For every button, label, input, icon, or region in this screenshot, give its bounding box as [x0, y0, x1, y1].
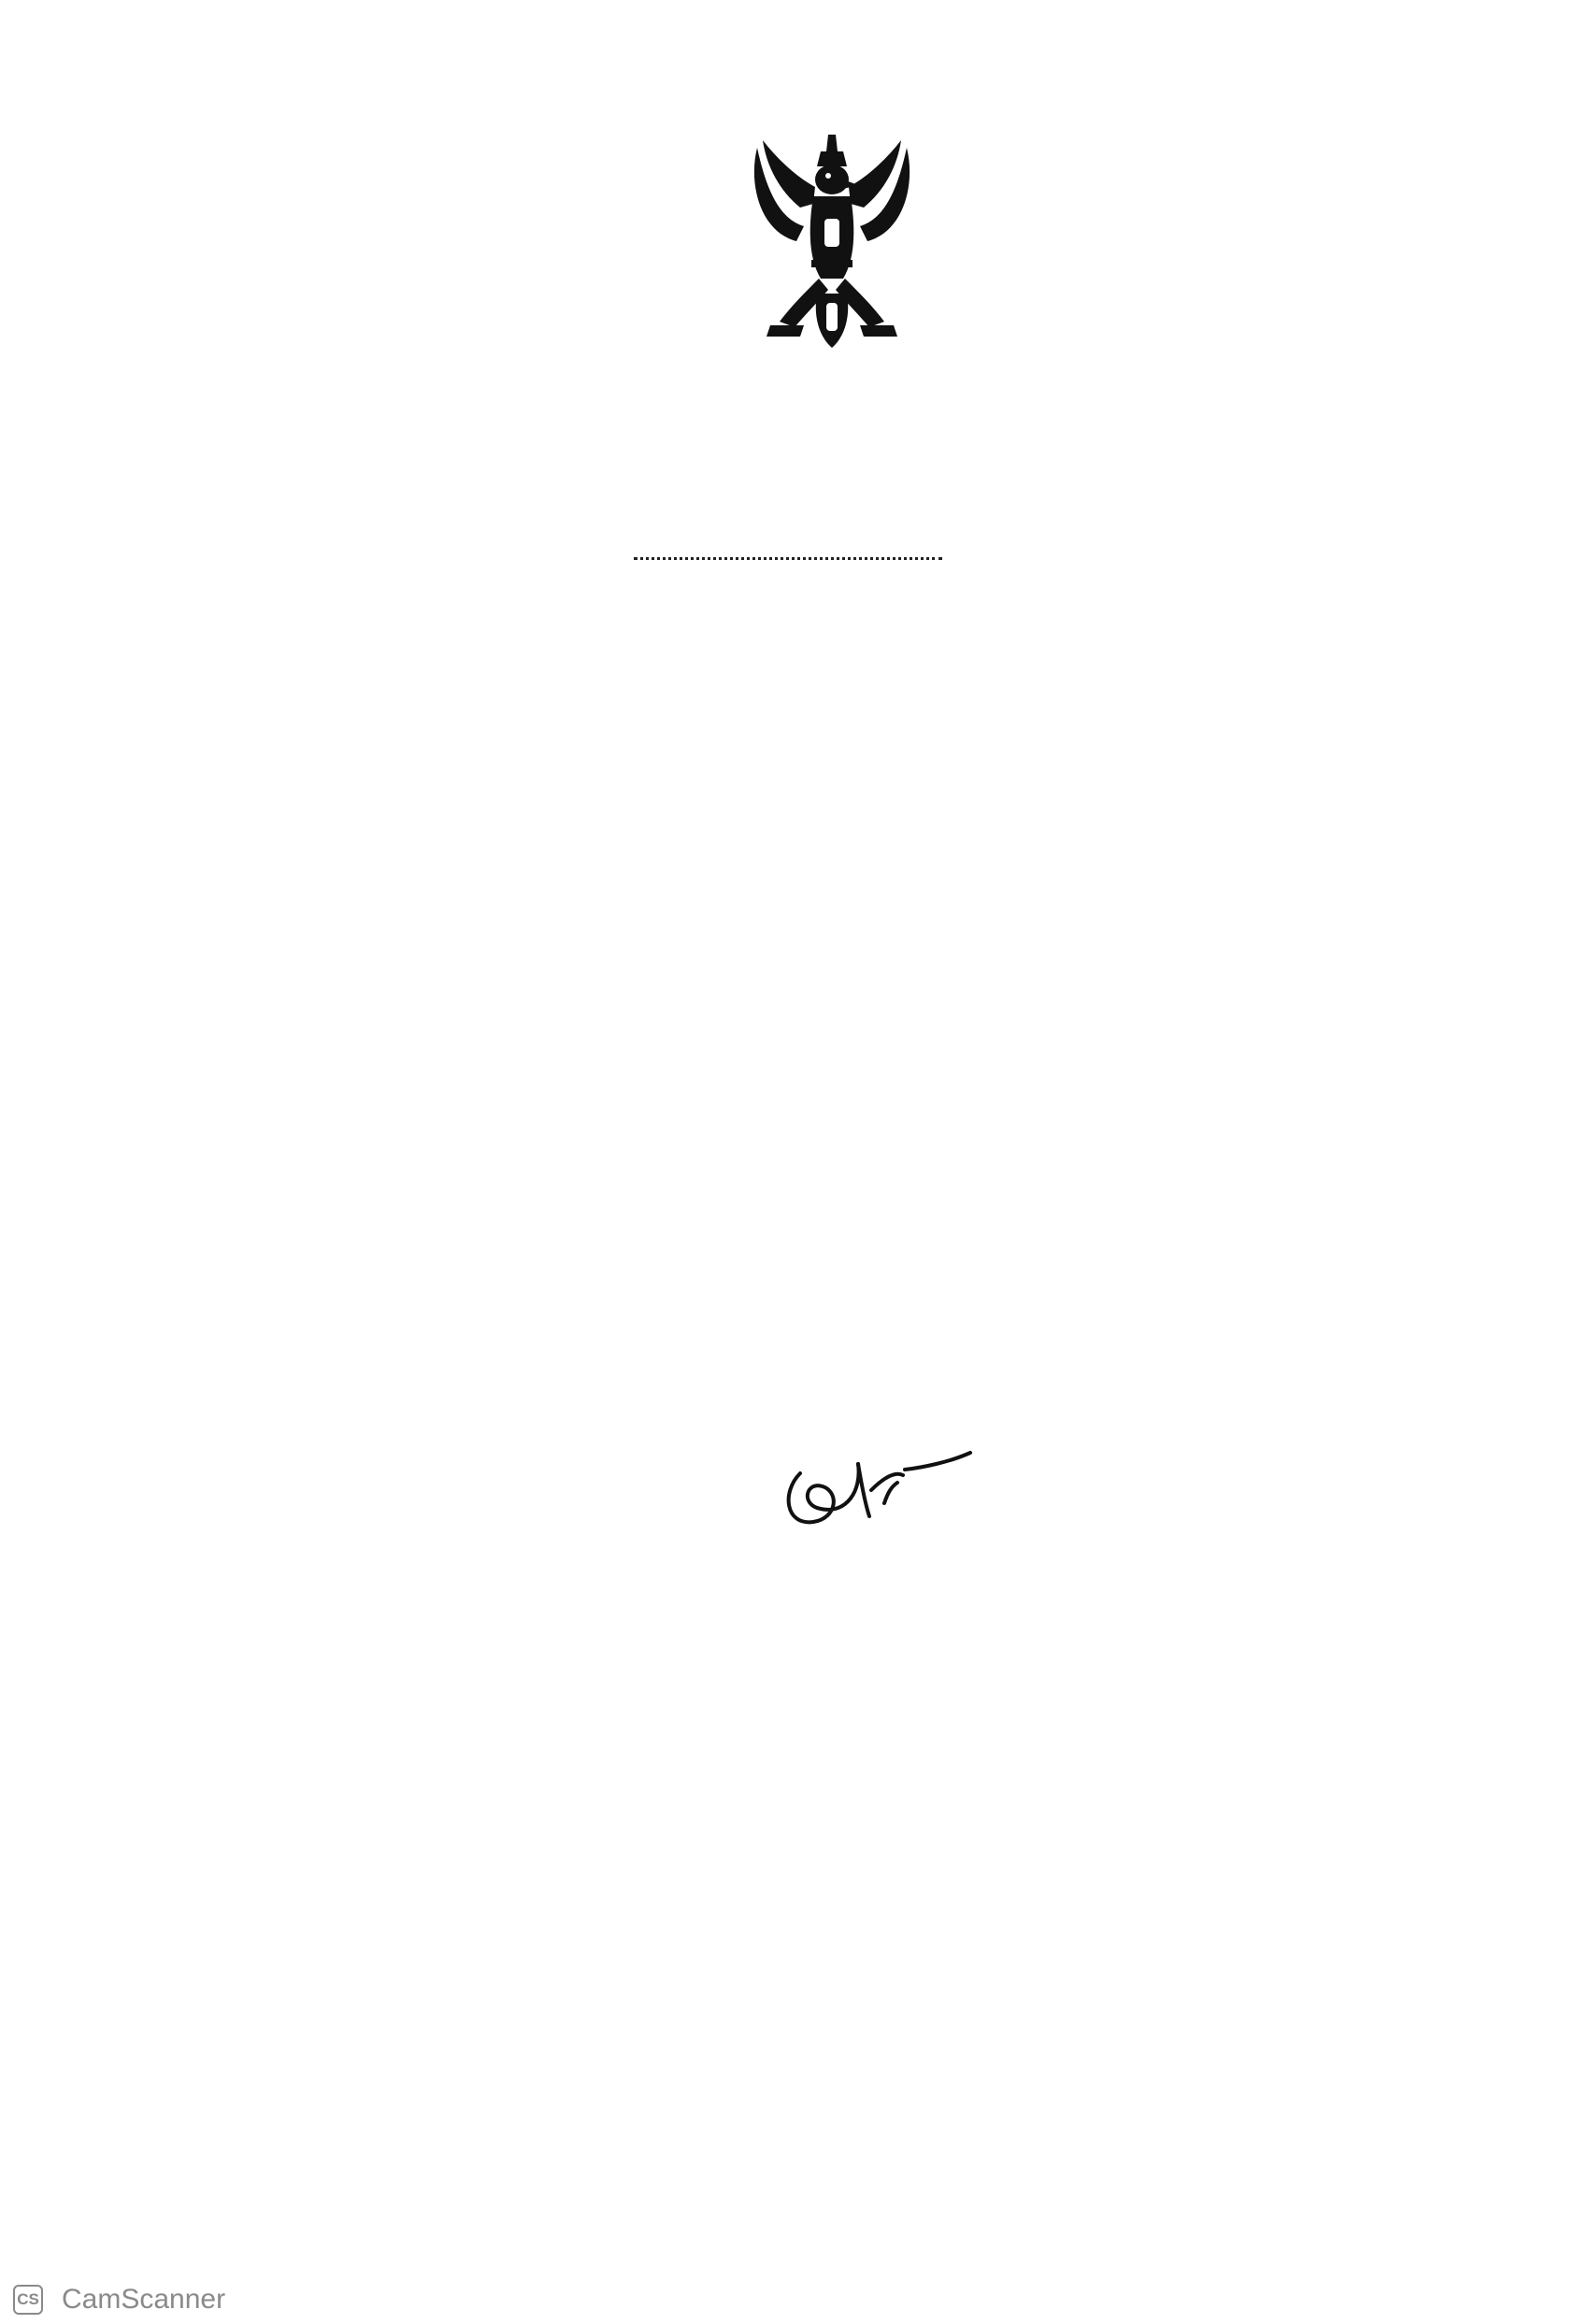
document-reference-number: [1180, 301, 1488, 346]
announcement-heading: [280, 376, 1296, 560]
camscanner-logo-icon: CS: [13, 2285, 43, 2315]
paragraph-2-line: [213, 1023, 1466, 1077]
paragraph-2-line: [213, 806, 1466, 860]
paragraph-1-line: [213, 598, 1466, 653]
paragraph-2: [213, 806, 1466, 1240]
announcement-date: [505, 1316, 1253, 1370]
garuda-emblem-icon: [738, 129, 925, 353]
paragraph-1-line: [213, 707, 1466, 761]
handwritten-signature: [772, 1436, 978, 1539]
closing-statement: [391, 1232, 1419, 1286]
paragraph-1: [213, 598, 1466, 815]
closing-text: [391, 1232, 1419, 1286]
announcement-date-text: [505, 1316, 1253, 1370]
footer-brand: CamScanner: [62, 2284, 226, 2315]
signer-name: [561, 1529, 1122, 1584]
paragraph-2-line: [213, 860, 1466, 914]
paragraph-2-line: [213, 968, 1466, 1023]
heading-province-year: [280, 484, 1296, 538]
heading-issuer: [280, 376, 1296, 430]
paragraph-2-line: [213, 914, 1466, 968]
heading-dotted-divider: [634, 557, 942, 560]
signer-title: [561, 1584, 1122, 1638]
paragraph-1-line: [213, 653, 1466, 707]
paragraph-2-line: [213, 1131, 1466, 1185]
signer-block: [561, 1529, 1122, 1638]
heading-subject: [280, 430, 1296, 484]
paragraph-2-line-highlighted: [213, 1077, 1466, 1131]
scanner-footer: [13, 2281, 225, 2318]
